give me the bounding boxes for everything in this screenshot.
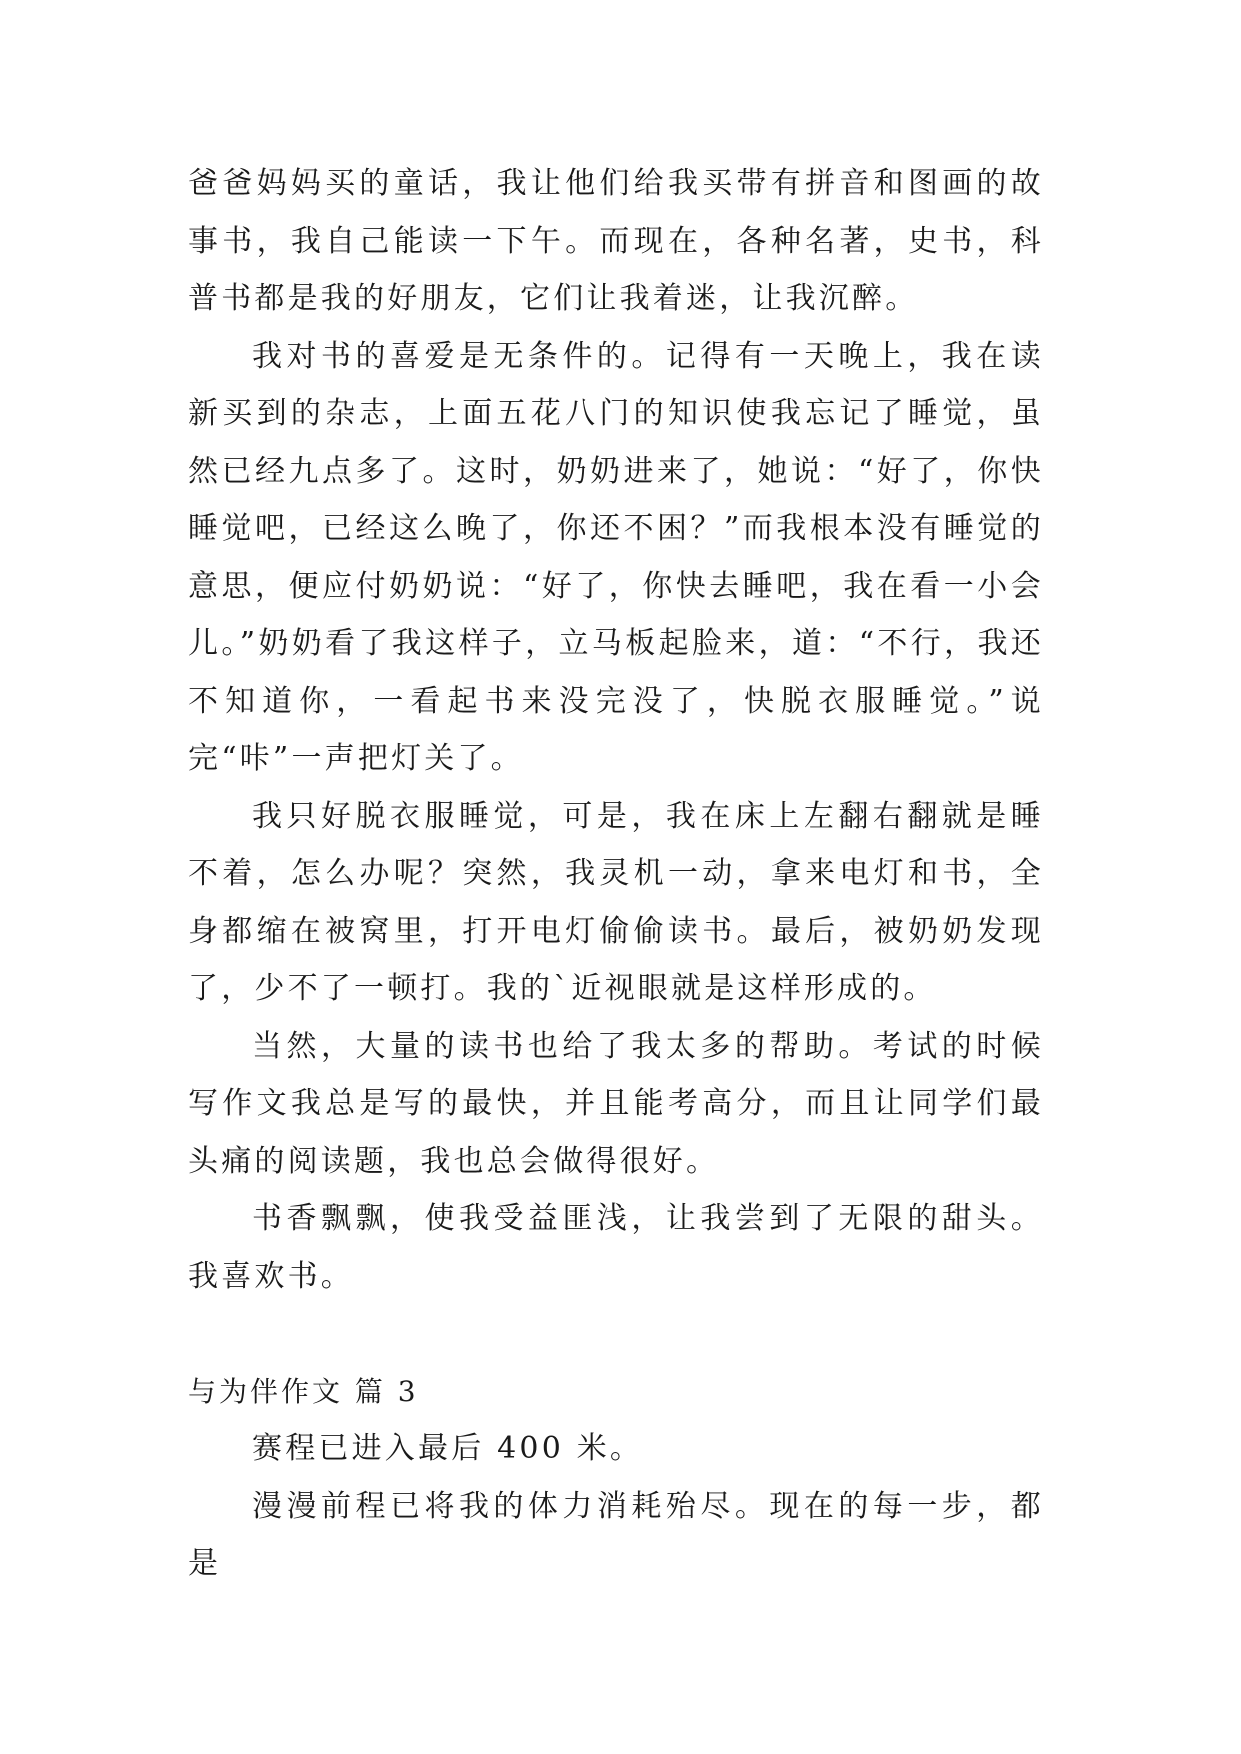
paragraph-1: 爸爸妈妈买的童话，我让他们给我买带有拼音和图画的故事书，我自己能读一下午。而现在，各种名著，史书，科普书都是我的好朋友，它们让我着迷，让我沉醉。 bbox=[188, 166, 1044, 316]
paragraph-2: 我对书的喜爱是无条件的。记得有一天晚上，我在读新买到的杂志，上面五花八门的知识使我忘记了睡觉，虽然已经九点多了。这时，奶奶进来了，她说：“好了，你快睡觉吧，已经这么晚了，你还不困？”而我根本没有睡觉的意思，便应付奶奶说：“好了，你快去睡吧，我在看一小会儿。”奶奶看了我这样子，立马板起脸来，道：“不行，我还不知道你，一看起书来没完没了，快脱衣服睡觉。”说完“咔”一声把灯关了。 bbox=[188, 338, 1044, 776]
section-paragraph-2: 漫漫前程已将我的体力消耗殆尽。现在的每一步，都是 bbox=[188, 1488, 1044, 1581]
paragraph-4: 当然，大量的读书也给了我太多的帮助。考试的时候写作文我总是写的最快，并且能考高分，而且让同学们最头痛的阅读题，我也总会做得很好。 bbox=[188, 1028, 1044, 1179]
document-body bbox=[188, 155, 1044, 1593]
paragraph-5: 书香飘飘，使我受益匪浅，让我尝到了无限的甜头。我喜欢书。 bbox=[188, 1201, 1044, 1294]
section-heading: 与为伴作文 篇 3 bbox=[188, 1374, 419, 1408]
paragraph-3: 我只好脱衣服睡觉，可是，我在床上左翻右翻就是睡不着，怎么办呢？突然，我灵机一动，拿来电灯和书，全身都缩在被窝里，打开电灯偷偷读书。最后，被奶奶发现了，少不了一顿打。我的`近视眼就是这样形成的。 bbox=[188, 798, 1044, 1006]
section-paragraph-1: 赛程已进入最后 400 米。 bbox=[252, 1431, 644, 1466]
